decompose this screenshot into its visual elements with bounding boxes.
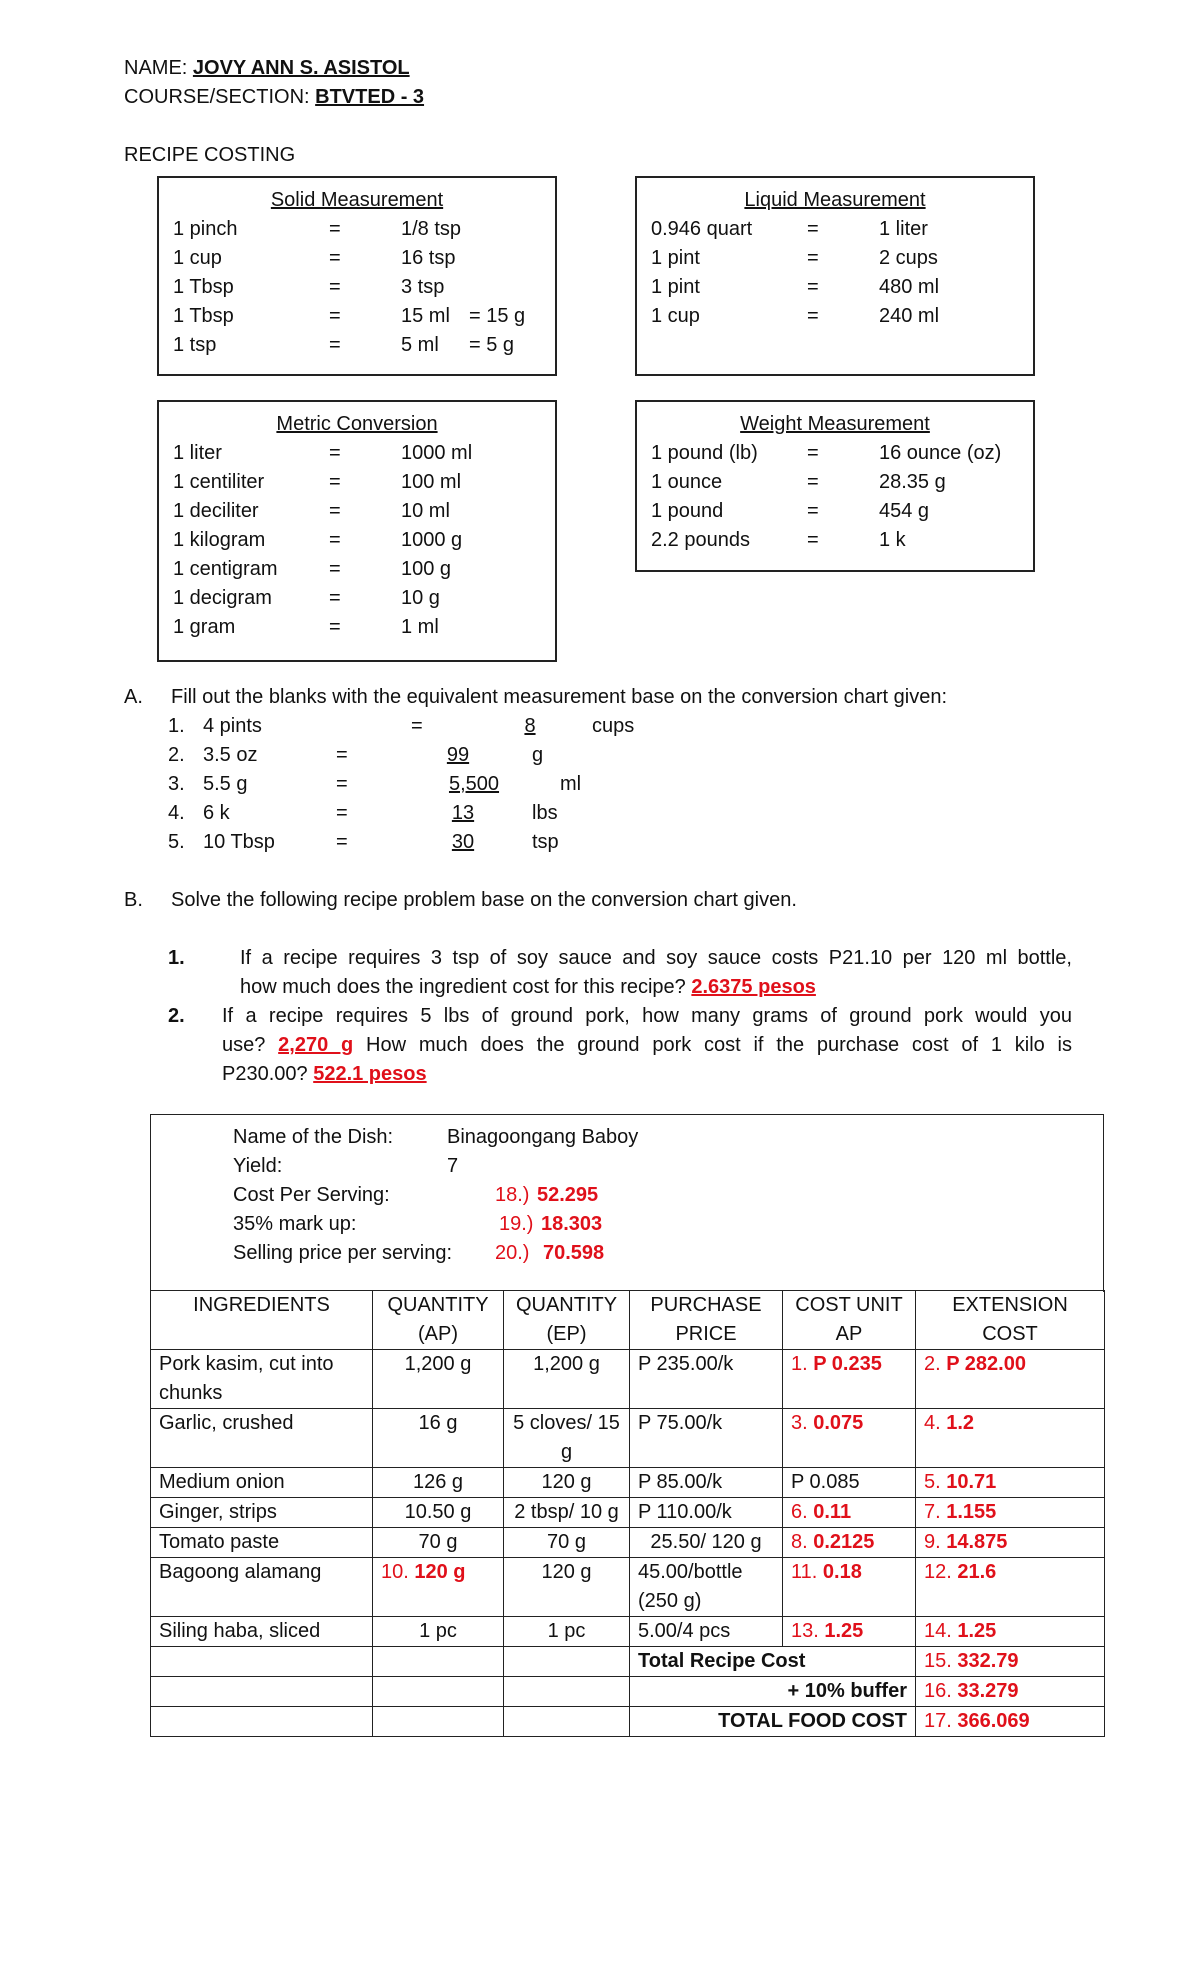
markup-row: 35% mark up: 19.) 18.303 <box>233 1210 1033 1239</box>
part-a-instruction <box>124 683 1124 712</box>
problem-2-answer-grams: 2,270 g <box>278 1034 354 1056</box>
part-a-text: Fill out the blanks with the equivalent measurement base on the conversion chart given: <box>171 686 947 708</box>
problem-2-number: 2. <box>168 1005 185 1027</box>
metric-row: 1 centiliter = 100 ml <box>173 471 462 493</box>
selling-price-row: Selling price per serving: 20.) 70.598 <box>233 1239 1033 1268</box>
solid-measurement-box <box>157 176 557 376</box>
student-name: JOVY ANN S. ASISTOL <box>192 57 410 79</box>
problem-2-text: If a recipe requires 5 lbs of ground pork, how many grams of ground pork would you use? 2,270 g How much does the ground pork cost if the purchase cost of 1 kilo is P230.00? 522.1 pesos <box>222 1005 1073 1085</box>
course-label: COURSE/SECTION: <box>124 86 310 108</box>
selling-price-value: 70.598 <box>543 1242 605 1264</box>
part-a-item: 4. 6 k = 13 lbs <box>168 799 768 828</box>
table-header-row <box>151 1291 1105 1350</box>
metric-row: 1 gram = 1 ml <box>173 616 439 638</box>
course-section: BTVTED - 3 <box>315 86 425 108</box>
part-a-item: 1. 4 pints = 8 cups <box>168 712 768 741</box>
answer-blank: 30 <box>451 831 475 853</box>
solid-row: 1 Tbsp = 15 ml = 15 g <box>173 305 526 327</box>
problem-1-answer: 2.6375 pesos <box>691 976 816 998</box>
liquid-measurement-box <box>635 176 1035 376</box>
problem-1-number: 1. <box>168 947 185 969</box>
weight-measurement-box <box>635 400 1035 572</box>
cost-per-serving-row: Cost Per Serving: 18.) 52.295 <box>233 1181 1033 1210</box>
table-row: Tomato paste 70 g 70 g 25.50/ 120 g 8. 0.2125 9. 14.875 <box>151 1528 1105 1558</box>
dish-name-row: Name of the Dish: Binagoongang Baboy <box>233 1123 1033 1152</box>
yield-row: Yield: 7 <box>233 1152 1033 1181</box>
liquid-title: Liquid Measurement <box>744 189 926 211</box>
answer-blank: 5,500 <box>448 773 500 795</box>
table-row: Ginger, strips 10.50 g 2 tbsp/ 10 g P 110.00/k 6. 0.11 7. 1.155 <box>151 1498 1105 1528</box>
table-row: Siling haba, sliced 1 pc 1 pc 5.00/4 pcs 13. 1.25 14. 1.25 <box>151 1617 1105 1647</box>
weight-row: 1 pound = 454 g <box>651 500 930 522</box>
total-food-cost-row: TOTAL FOOD COST 17. 366.069 <box>151 1707 1105 1737</box>
solid-row: 1 pinch = 1/8 tsp <box>173 218 462 240</box>
metric-row: 1 decigram = 10 g <box>173 587 440 609</box>
metric-row: 1 liter = 1000 ml <box>173 442 473 464</box>
yield-value: 7 <box>447 1155 459 1177</box>
solid-row: 1 Tbsp = 3 tsp <box>173 276 445 298</box>
course-line <box>124 83 424 112</box>
liquid-row: 1 pint = 2 cups <box>651 247 938 269</box>
cost-per-serving-value: 52.295 <box>537 1184 599 1206</box>
weight-title: Weight Measurement <box>740 413 930 435</box>
part-a-letter: A. <box>124 686 143 708</box>
problem-1-text: If a recipe requires 3 tsp of soy sauce and soy sauce costs P21.10 per 120 ml bottle, how much does the ingredient cost for this recipe? 2.6375 pesos <box>240 947 1072 998</box>
weight-row: 1 ounce = 28.35 g <box>651 471 946 493</box>
solid-row: 1 tsp = 5 ml = 5 g <box>173 334 515 356</box>
part-a-item: 3. 5.5 g = 5,500 ml <box>168 770 768 799</box>
liquid-row: 1 cup = 240 ml <box>651 305 940 327</box>
liquid-row: 0.946 quart = 1 liter <box>651 218 928 240</box>
table-row: Medium onion 126 g 120 g P 85.00/k P 0.085 5. 10.71 <box>151 1468 1105 1498</box>
answer-blank: 8 <box>524 715 536 737</box>
ingredients-table <box>150 1290 1105 1737</box>
metric-row: 1 kilogram = 1000 g <box>173 529 463 551</box>
part-a-item: 5. 10 Tbsp = 30 tsp <box>168 828 768 857</box>
markup-value: 18.303 <box>541 1213 603 1235</box>
answer-blank: 99 <box>446 744 470 766</box>
name-label: NAME: <box>124 57 188 79</box>
solid-row: 1 cup = 16 tsp <box>173 247 456 269</box>
problem-2-answer-cost: 522.1 pesos <box>313 1063 427 1085</box>
answer-blank: 13 <box>451 802 475 824</box>
solid-title: Solid Measurement <box>270 189 444 211</box>
part-b-letter: B. <box>124 889 143 911</box>
table-row: Pork kasim, cut into chunks 1,200 g 1,200 g P 235.00/k 1. P 0.235 2. P 282.00 <box>151 1350 1105 1409</box>
header-extension-cost: EXTENSION COST <box>916 1291 1105 1350</box>
part-b-text: Solve the following recipe problem base on the conversion chart given. <box>171 889 797 911</box>
header-ingredients: INGREDIENTS <box>151 1291 373 1350</box>
metric-row: 1 centigram = 100 g <box>173 558 452 580</box>
buffer-row: + 10% buffer 16. 33.279 <box>151 1677 1105 1707</box>
total-recipe-cost-row: Total Recipe Cost 15. 332.79 <box>151 1647 1105 1677</box>
liquid-row: 1 pint = 480 ml <box>651 276 940 298</box>
part-a-item: 2. 3.5 oz = 99 g <box>168 741 768 770</box>
dish-name: Binagoongang Baboy <box>447 1126 639 1148</box>
header-cost-unit: COST UNIT AP <box>783 1291 916 1350</box>
weight-row: 2.2 pounds = 1 k <box>651 529 906 551</box>
header-purchase-price: PURCHASE PRICE <box>630 1291 783 1350</box>
metric-conversion-box <box>157 400 557 662</box>
metric-title: Metric Conversion <box>276 413 438 435</box>
name-line <box>124 54 410 83</box>
header-quantity-ap: QUANTITY (AP) <box>373 1291 504 1350</box>
dish-info-box <box>150 1114 1104 1292</box>
metric-row: 1 deciliter = 10 ml <box>173 500 450 522</box>
header-quantity-ep: QUANTITY (EP) <box>504 1291 630 1350</box>
weight-row: 1 pound (lb) = 16 ounce (oz) <box>651 442 1002 464</box>
part-b-instruction <box>124 886 1124 915</box>
table-row: Garlic, crushed 16 g 5 cloves/ 15 g P 75.00/k 3. 0.075 4. 1.2 <box>151 1409 1105 1468</box>
table-row: Bagoong alamang 10. 120 g 120 g 45.00/bottle (250 g) 11. 0.18 12. 21.6 <box>151 1558 1105 1617</box>
page-title: RECIPE COSTING <box>124 144 296 166</box>
